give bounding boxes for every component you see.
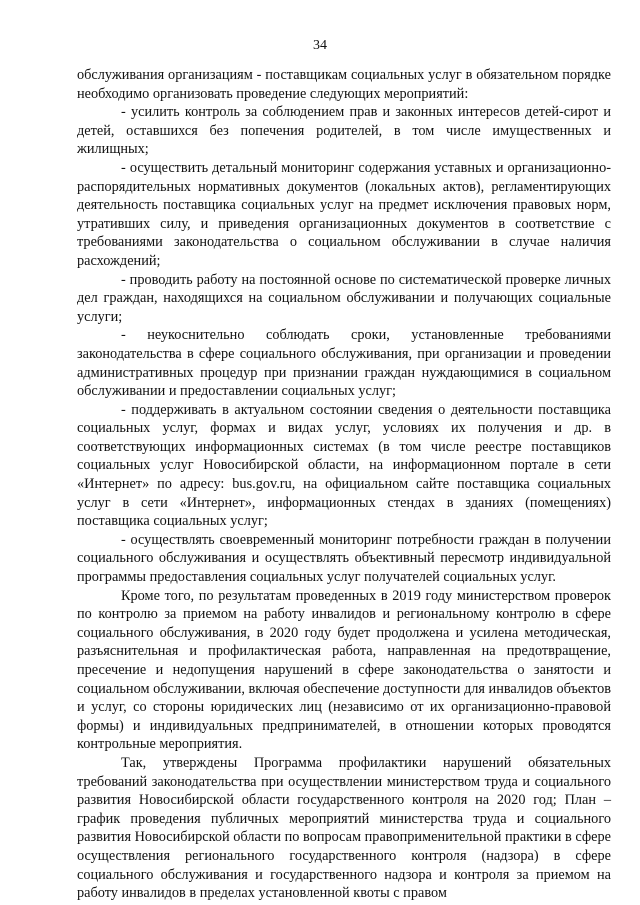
paragraph: - осуществить детальный мониторинг содержания уставных и организационно-распорядительных нормативных документов (локальных актов), регламентирующих деятельность поставщика социальных услуг на предмет исключения правовых норм, утративших силу, и приведения организационных документов в соответствие с требованиями законодательства о социальном обслуживании в случае наличия расхождений;	[77, 159, 611, 269]
paragraph: - поддерживать в актуальном состоянии сведения о деятельности поставщика социальных услуг, формах и видах услуг, условиях их получения и др. в соответствующих информационных системах (в том числе реестре поставщиков социальных услуг Новосибирской области, на информационном портале в сети «Интернет» по адресу: bus.gov.ru, на официальном сайте поставщика социальных услуг в сети «Интернет», информационных стендах в зданиях (помещениях) поставщика социальных услуг;	[77, 401, 611, 530]
paragraph: - неукоснительно соблюдать сроки, установленные требованиями законодательства в сфере социального обслуживания, при организации и проведении административных процедур при признании граждан нуждающимися в социальном обслуживании и предоставлении социальных услуг;	[77, 327, 611, 400]
paragraph: - проводить работу на постоянной основе по систематической проверке личных дел граждан, находящихся на социальном обслуживании и получающих социальные услуги;	[77, 271, 611, 325]
body-text	[77, 66, 611, 903]
paragraph: обслуживания организациям - поставщикам социальных услуг в обязательном порядке необходимо организовать проведение следующих мероприятий:	[77, 67, 611, 102]
page-number: 34	[313, 38, 327, 53]
paragraph: - осуществлять своевременный мониторинг потребности граждан в получении социального обслуживания и осуществлять объективный пересмотр индивидуальной программы предоставления социальных услуг получателей социальных услуг.	[77, 531, 611, 586]
paragraph: Так, утверждены Программа профилактики нарушений обязательных требований законодательства при осуществлении министерством труда и социального развития Новосибирской области государственного контроля на 2020 год; План – график проведения публичных мероприятий министерства труда и социального развития Новосибирской области по вопросам правоприменительной практики в сфере осуществления регионального государственного контроля (надзора) в сфере социального обслуживания и государственного надзора и контроля за приемом на работу инвалидов в пределах установленной квоты с правом	[77, 754, 611, 902]
paragraph: Кроме того, по результатам проведенных в 2019 году министерством проверок по контролю за приемом на работу инвалидов и региональному контролю в сфере социального обслуживания, в 2020 году будет продолжена и усилена методическая, разъяснительная и профилактическая работа, направленная на предотвращение, пресечение и недопущения нарушений в сфере законодательства о занятости и социальном обслуживании, включая обеспечение доступности для инвалидов объектов и услуг, со стороны юридических лиц (независимо от их организационно-правовой формы) и индивидуальных предпринимателей, в отношении которых проводятся контрольные мероприятия.	[77, 587, 611, 753]
paragraph: - усилить контроль за соблюдением прав и законных интересов детей-сирот и детей, оставшихся без попечения родителей, в том числе имущественных и жилищных;	[77, 104, 611, 158]
